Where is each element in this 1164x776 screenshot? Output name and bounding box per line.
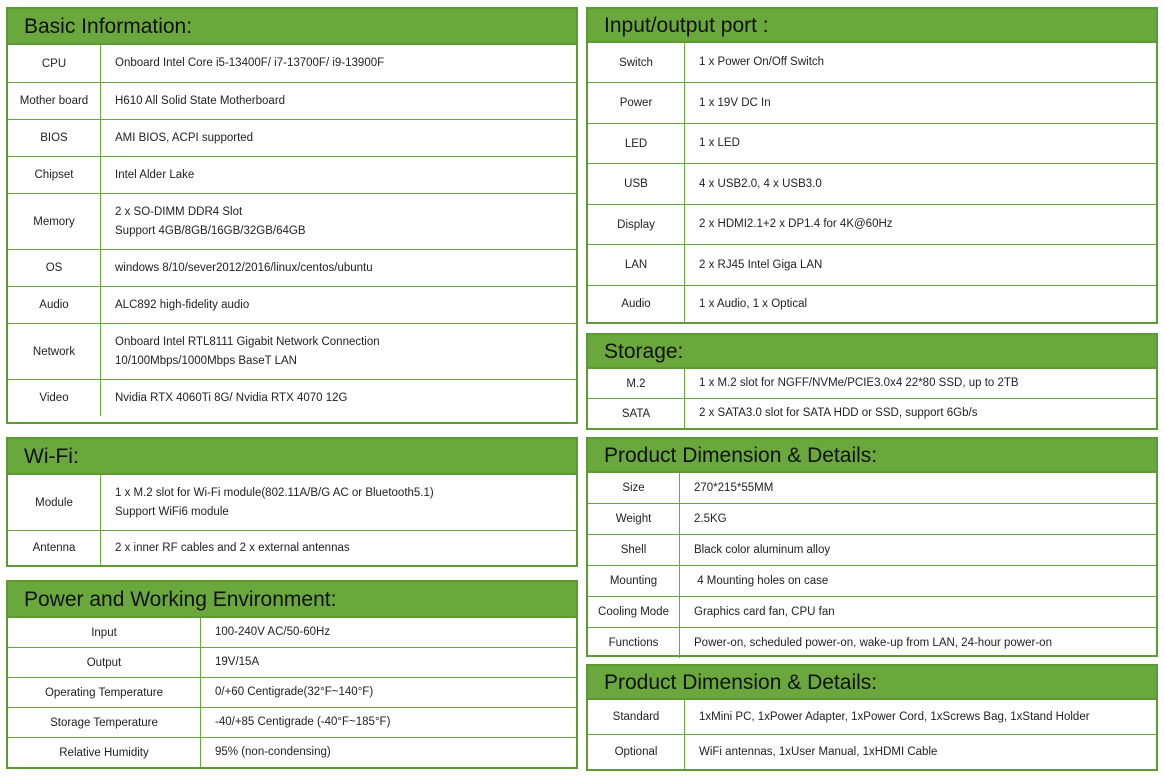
wifi-row-value	[101, 475, 576, 530]
package-row-value-line: 1xMini PC, 1xPower Adapter, 1xPower Cord, 1xScrews Bag, 1xStand Holder	[699, 710, 1090, 723]
basic-row-label: BIOS	[8, 120, 101, 156]
io-row	[588, 205, 1156, 245]
product-dimension-table	[588, 473, 1156, 658]
io-row	[588, 286, 1156, 322]
io-row-value-line: 1 x Power On/Off Switch	[699, 56, 825, 68]
power-row-value	[201, 738, 576, 767]
io-row-label: Audio	[588, 286, 685, 322]
basic-row-label: Chipset	[8, 157, 101, 193]
io-row-label: USB	[588, 164, 685, 204]
basic-row-value	[101, 45, 576, 82]
power-row-label: Storage Temperature	[8, 708, 201, 737]
power-row-value-line: 19V/15A	[215, 656, 260, 668]
power-environment-title: Power and Working Environment:	[8, 582, 576, 618]
power-row-value	[201, 708, 576, 737]
wifi-panel	[6, 437, 578, 567]
power-row-value-line: -40/+85 Centigrade (-40°F~185°F)	[215, 716, 391, 728]
power-row	[8, 738, 576, 767]
wifi-table	[8, 475, 576, 565]
power-row-value-line: 95% (non-condensing)	[215, 746, 331, 758]
basic-row	[8, 250, 576, 287]
dimension-row-value	[680, 473, 1156, 503]
io-port-table	[588, 43, 1156, 322]
power-row-value	[201, 618, 576, 647]
dimension-row-value	[680, 597, 1156, 627]
dimension-row	[588, 504, 1156, 535]
io-row-value-line: 1 x 19V DC In	[699, 96, 771, 109]
package-row	[588, 700, 1156, 735]
basic-row	[8, 194, 576, 250]
basic-row-value	[101, 83, 576, 119]
basic-row-label: OS	[8, 250, 101, 286]
basic-row-value-line: 2 x SO-DIMM DDR4 Slot	[115, 205, 243, 218]
basic-row	[8, 83, 576, 120]
basic-row-label: Video	[8, 380, 101, 416]
io-row-value-line: 1 x Audio, 1 x Optical	[699, 297, 808, 310]
basic-row-value-line: windows 8/10/sever2012/2016/linux/centos/ubuntu	[115, 261, 373, 274]
wifi-row-value-line: Support WiFi6 module	[115, 505, 229, 518]
io-row-value	[685, 43, 1156, 82]
power-row	[8, 618, 576, 648]
wifi-row-value-line: 2 x inner RF cables and 2 x external antennas	[115, 541, 350, 554]
io-row-value	[685, 286, 1156, 322]
io-row-value	[685, 124, 1156, 163]
basic-row-value-line: Nvidia RTX 4060Ti 8G/ Nvidia RTX 4070 12G	[115, 391, 348, 404]
wifi-row	[8, 531, 576, 565]
power-row-label: Relative Humidity	[8, 738, 201, 767]
storage-panel	[586, 333, 1158, 430]
power-row-label: Output	[8, 648, 201, 677]
io-row-value	[685, 164, 1156, 204]
dimension-row-label: Cooling Mode	[588, 597, 680, 627]
io-row	[588, 124, 1156, 164]
basic-row-value-line: 10/100Mbps/1000Mbps BaseT LAN	[115, 354, 297, 367]
dimension-row	[588, 473, 1156, 504]
storage-table	[588, 369, 1156, 428]
dimension-row-value	[680, 628, 1156, 658]
dimension-row	[588, 535, 1156, 566]
wifi-row-value-line: 1 x M.2 slot for Wi-Fi module(802.11A/B/G AC or Bluetooth5.1)	[115, 486, 434, 499]
package-contents-panel	[586, 664, 1158, 771]
package-row-value-line: WiFi antennas, 1xUser Manual, 1xHDMI Cable	[699, 745, 938, 758]
wifi-row-label: Antenna	[8, 531, 101, 565]
io-row-value	[685, 83, 1156, 123]
io-row	[588, 83, 1156, 124]
io-port-panel	[586, 7, 1158, 324]
dimension-row-value-line: 4 Mounting holes on case	[694, 574, 829, 587]
basic-row-label: Network	[8, 324, 101, 379]
package-row-label: Standard	[588, 700, 685, 734]
io-row	[588, 164, 1156, 205]
basic-row	[8, 287, 576, 324]
package-row-value	[685, 735, 1156, 769]
basic-row-value-line: Onboard Intel Core i5-13400F/ i7-13700F/ i9-13900F	[115, 57, 385, 69]
storage-row	[588, 399, 1156, 428]
io-port-title: Input/output port :	[588, 9, 1156, 43]
io-row-value	[685, 245, 1156, 285]
power-row-label: Operating Temperature	[8, 678, 201, 707]
dimension-row-value-line: Black color aluminum alloy	[694, 543, 831, 556]
power-row-value-line: 100-240V AC/50-60Hz	[215, 626, 331, 638]
power-environment-panel	[6, 580, 578, 769]
basic-row-label: CPU	[8, 45, 101, 82]
basic-information-title: Basic Information:	[8, 9, 576, 45]
product-dimension-panel	[586, 437, 1158, 657]
power-environment-table	[8, 618, 576, 767]
wifi-row	[8, 475, 576, 531]
storage-row	[588, 369, 1156, 399]
io-row-label: Power	[588, 83, 685, 123]
basic-row-value-line: ALC892 high-fidelity audio	[115, 298, 250, 311]
dimension-row	[588, 628, 1156, 658]
basic-row	[8, 157, 576, 194]
basic-row-value-line: Support 4GB/8GB/16GB/32GB/64GB	[115, 224, 306, 237]
basic-information-table	[8, 45, 576, 416]
dimension-row-value	[680, 566, 1156, 596]
basic-information-panel	[6, 7, 578, 424]
dimension-row-value-line: Power-on, scheduled power-on, wake-up from LAN, 24-hour power-on	[694, 636, 1052, 649]
basic-row-value	[101, 157, 576, 193]
dimension-row-value-line: Graphics card fan, CPU fan	[694, 605, 835, 618]
storage-row-value-line: 2 x SATA3.0 slot for SATA HDD or SSD, support 6Gb/s	[699, 407, 978, 419]
basic-row-value-line: AMI BIOS, ACPI supported	[115, 131, 254, 144]
power-row-label: Input	[8, 618, 201, 647]
wifi-title: Wi-Fi:	[8, 439, 576, 475]
power-row	[8, 678, 576, 708]
product-dimension-title: Product Dimension & Details:	[588, 439, 1156, 473]
storage-row-label: M.2	[588, 369, 685, 398]
basic-row-value-line: H610 All Solid State Motherboard	[115, 94, 286, 107]
power-row	[8, 648, 576, 678]
dimension-row-value-line: 2.5KG	[694, 512, 727, 525]
io-row-label: Display	[588, 205, 685, 244]
storage-row-value	[685, 369, 1156, 398]
basic-row-value	[101, 287, 576, 323]
basic-row-label: Mother board	[8, 83, 101, 119]
basic-row-value	[101, 324, 576, 379]
power-row-value	[201, 678, 576, 707]
power-row	[8, 708, 576, 738]
wifi-row-label: Module	[8, 475, 101, 530]
storage-row-value-line: 1 x M.2 slot for NGFF/NVMe/PCIE3.0x4 22*80 SSD, up to 2TB	[699, 377, 1019, 389]
dimension-row-value-line: 270*215*55MM	[694, 481, 774, 494]
wifi-row-value	[101, 531, 576, 565]
dimension-row-value	[680, 504, 1156, 534]
storage-row-label: SATA	[588, 399, 685, 428]
package-row	[588, 735, 1156, 769]
io-row-label: Switch	[588, 43, 685, 82]
dimension-row-label: Functions	[588, 628, 680, 658]
dimension-row	[588, 566, 1156, 597]
storage-row-value	[685, 399, 1156, 428]
io-row-value-line: 2 x RJ45 Intel Giga LAN	[699, 258, 823, 271]
dimension-row-label: Shell	[588, 535, 680, 565]
basic-row-value	[101, 380, 576, 416]
io-row-label: LED	[588, 124, 685, 163]
storage-title: Storage:	[588, 335, 1156, 369]
package-contents-table	[588, 700, 1156, 769]
basic-row-value	[101, 120, 576, 156]
dimension-row-label: Size	[588, 473, 680, 503]
power-row-value-line: 0/+60 Centigrade(32°F~140°F)	[215, 686, 374, 698]
dimension-row	[588, 597, 1156, 628]
dimension-row-value	[680, 535, 1156, 565]
basic-row	[8, 45, 576, 83]
io-row-label: LAN	[588, 245, 685, 285]
basic-row-value	[101, 194, 576, 249]
io-row	[588, 43, 1156, 83]
package-contents-title: Product Dimension & Details:	[588, 666, 1156, 700]
basic-row-label: Memory	[8, 194, 101, 249]
package-row-value	[685, 700, 1156, 734]
basic-row	[8, 324, 576, 380]
dimension-row-label: Mounting	[588, 566, 680, 596]
io-row-value-line: 1 x LED	[699, 137, 740, 149]
package-row-label: Optional	[588, 735, 685, 769]
basic-row	[8, 380, 576, 416]
io-row-value	[685, 205, 1156, 244]
basic-row-value	[101, 250, 576, 286]
basic-row	[8, 120, 576, 157]
basic-row-value-line: Intel Alder Lake	[115, 168, 195, 181]
power-row-value	[201, 648, 576, 677]
io-row	[588, 245, 1156, 286]
io-row-value-line: 4 x USB2.0, 4 x USB3.0	[699, 177, 822, 190]
basic-row-value-line: Onboard Intel RTL8111 Gigabit Network Connection	[115, 335, 380, 348]
io-row-value-line: 2 x HDMI2.1+2 x DP1.4 for 4K@60Hz	[699, 218, 893, 230]
dimension-row-label: Weight	[588, 504, 680, 534]
basic-row-label: Audio	[8, 287, 101, 323]
